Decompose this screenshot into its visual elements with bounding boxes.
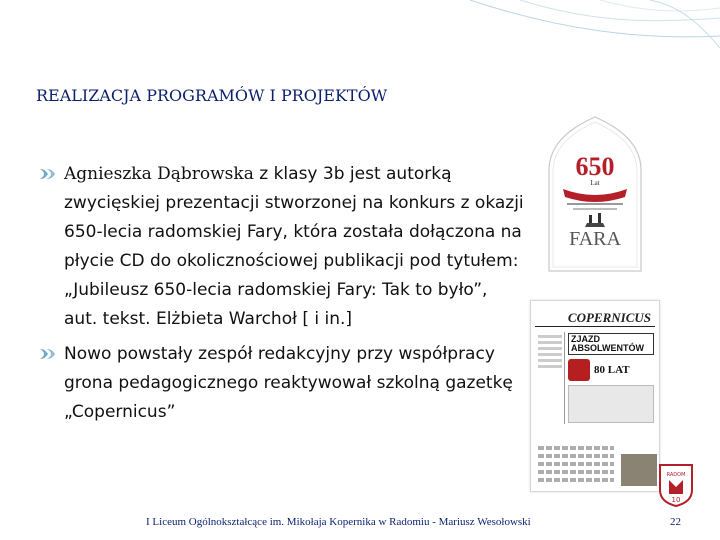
bullet-arrow-icon [38,346,60,362]
newsletter-photo [621,454,657,486]
svg-text:650: 650 [575,152,615,181]
svg-text:RADOM: RADOM [666,472,686,478]
slide-title: REALIZACJA PROGRAMÓW I PROJEKTÓW [36,86,388,105]
page-number: 22 [670,516,681,528]
fara-650-logo [545,115,645,275]
bullet-item [36,160,526,334]
bullet-item [36,340,526,427]
newsletter-years: 80 LAT [594,364,630,376]
footer-text: I Liceum Ogólnokształcące im. Mikołaja Kopernika w Radomiu - Mariusz Wesołowski [146,516,531,528]
newsletter-title: COPERNICUS [535,310,655,327]
newsletter-sidebar [536,332,565,424]
newsletter-headline: ZJAZD ABSOLWENTÓW [571,334,644,353]
decorative-curves [0,0,720,90]
bullet-text: z klasy 3b jest autorką zwycięskiej prezentacji stworzonej na konkurs z okazji 650-lecia radomskiej Fary, która została dołączona na płycie CD do okolicznościowej publikacji pod tytułem: „Jubileusz 650-lecia radomskiej Fary: Tak to było”, aut. tekst. Elżbieta Warchoł [ i in.] [64,164,524,329]
copernicus-newsletter-image [530,300,660,492]
newsletter-headline-box [568,333,654,355]
student-name: Agnieszka Dąbrowska [64,164,254,184]
newsletter-main [568,333,654,441]
bullet-list [36,160,526,427]
bullet-arrow-icon [38,166,60,182]
svg-text:Lat: Lat [590,179,600,187]
school-logo [657,462,695,508]
svg-text:FARA: FARA [569,228,621,250]
newsletter-badge [568,359,590,381]
svg-text:10: 10 [671,496,681,504]
bullet-text: Nowo powstały zespół redakcyjny przy współpracy grona pedagogicznego reaktywował szkolną gazetkę „Copernicus” [64,344,513,422]
